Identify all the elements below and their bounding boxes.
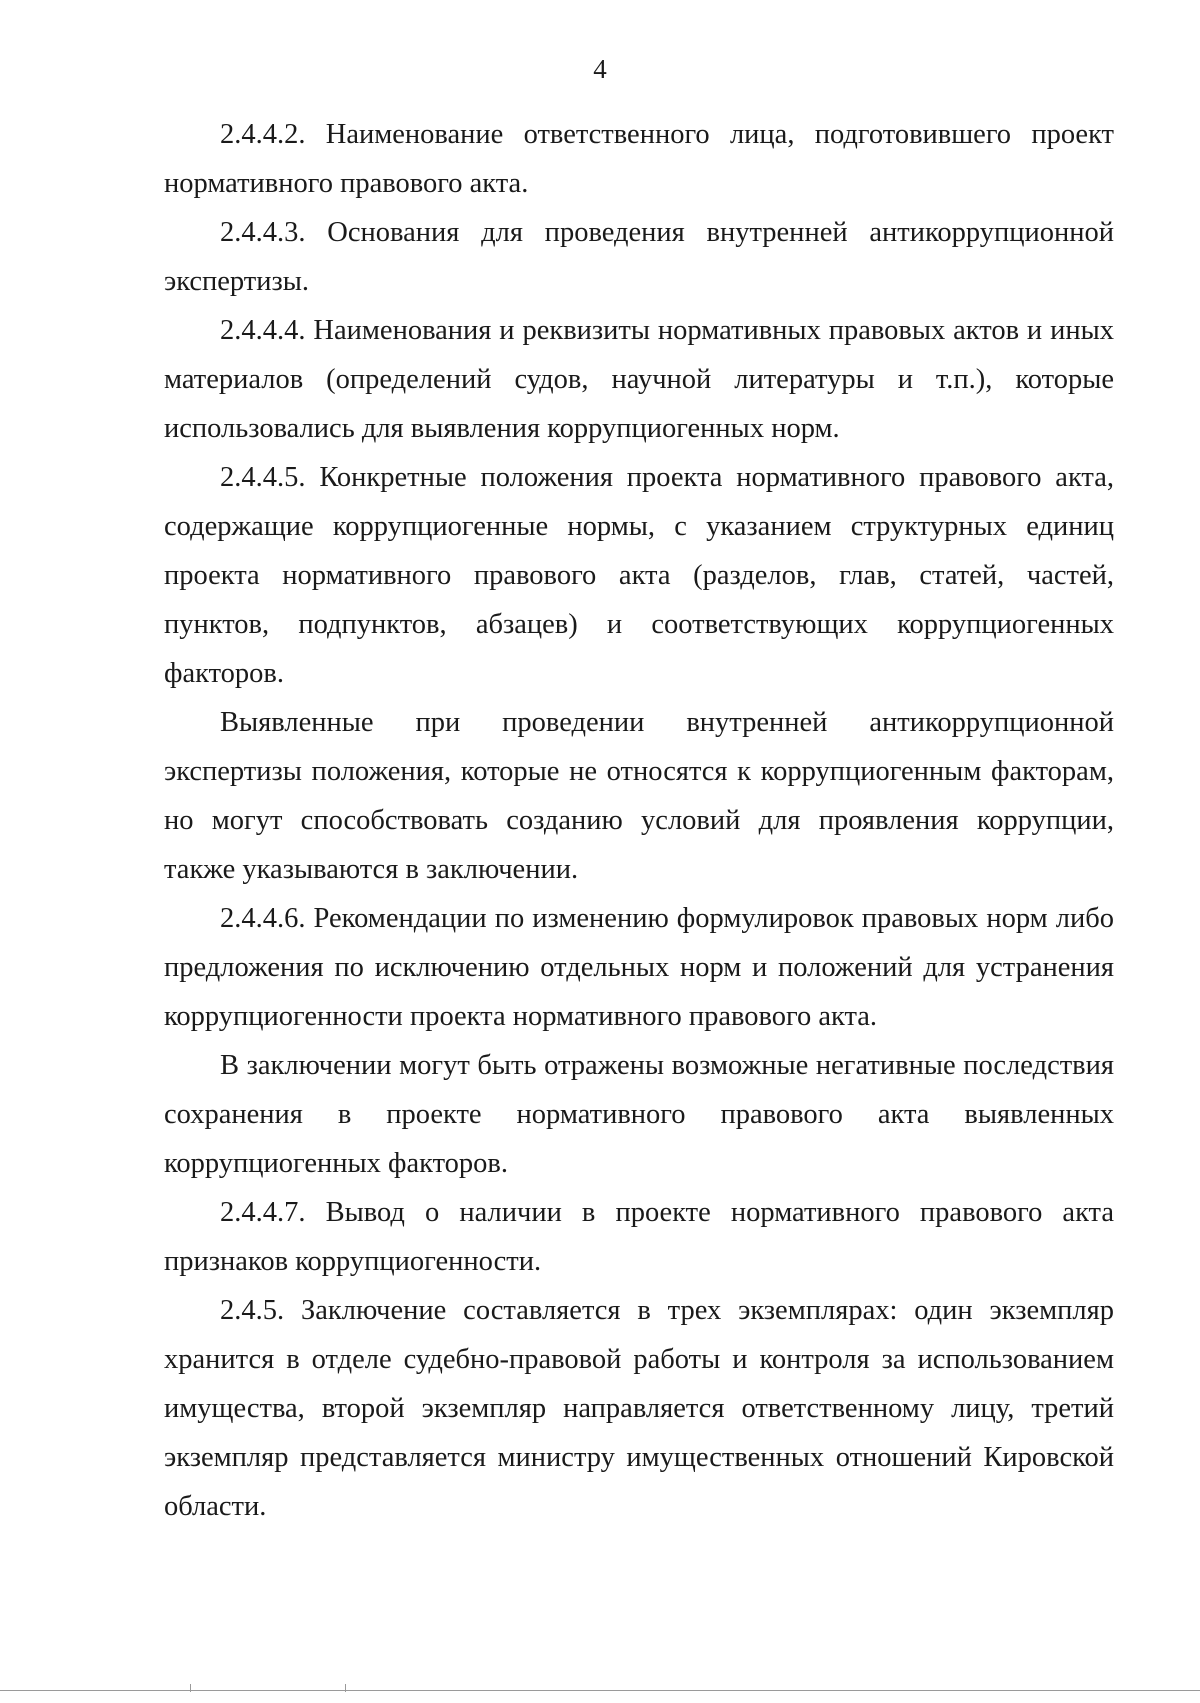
paragraph-2-4-4-3: 2.4.4.3. Основания для проведения внутренней антикоррупционной экспертизы. [164, 217, 1114, 297]
paragraph-identified-provisions: Выявленные при проведении внутренней антикоррупционной экспертизы положения, которые не относятся к коррупциогенным факторам, но могут способствовать созданию условий для проявления коррупции, также указываются в заключении. [164, 707, 1114, 885]
scan-bottom-edge [0, 1690, 1200, 1691]
paragraph-negative-consequences: В заключении могут быть отражены возможные негативные последствия сохранения в проекте нормативного правового акта выявленных коррупциогенных факторов. [164, 1050, 1114, 1179]
scan-edge-mark [345, 1684, 346, 1692]
scan-edge-mark [190, 1684, 191, 1692]
paragraph-2-4-4-6: 2.4.4.6. Рекомендации по изменению формулировок правовых норм либо предложения по исключению отдельных норм и положений для устранения коррупциогенности проекта нормативного правового акта. [164, 903, 1114, 1032]
paragraph-2-4-4-4: 2.4.4.4. Наименования и реквизиты нормативных правовых актов и иных материалов (определений судов, научной литературы и т.п.), которые использовались для выявления коррупциогенных норм. [164, 315, 1114, 444]
document-body [164, 110, 1114, 1531]
paragraph-2-4-5: 2.4.5. Заключение составляется в трех экземплярах: один экземпляр хранится в отделе судебно-правовой работы и контроля за использованием имущества, второй экземпляр направляется ответственному лицу, третий экземпляр представляется министру имущественных отношений Кировской области. [164, 1295, 1114, 1522]
paragraph-2-4-4-5: 2.4.4.5. Конкретные положения проекта нормативного правового акта, содержащие коррупциогенные нормы, с указанием структурных единиц проекта нормативного правового акта (разделов, глав, статей, частей, пунктов, подпунктов, абзацев) и соответствующих коррупциогенных факторов. [164, 462, 1114, 689]
page-number: 4 [593, 54, 607, 84]
paragraph-2-4-4-2: 2.4.4.2. Наименование ответственного лица, подготовившего проект нормативного правового акта. [164, 119, 1114, 199]
paragraph-2-4-4-7: 2.4.4.7. Вывод о наличии в проекте нормативного правового акта признаков коррупциогенности. [164, 1197, 1114, 1277]
